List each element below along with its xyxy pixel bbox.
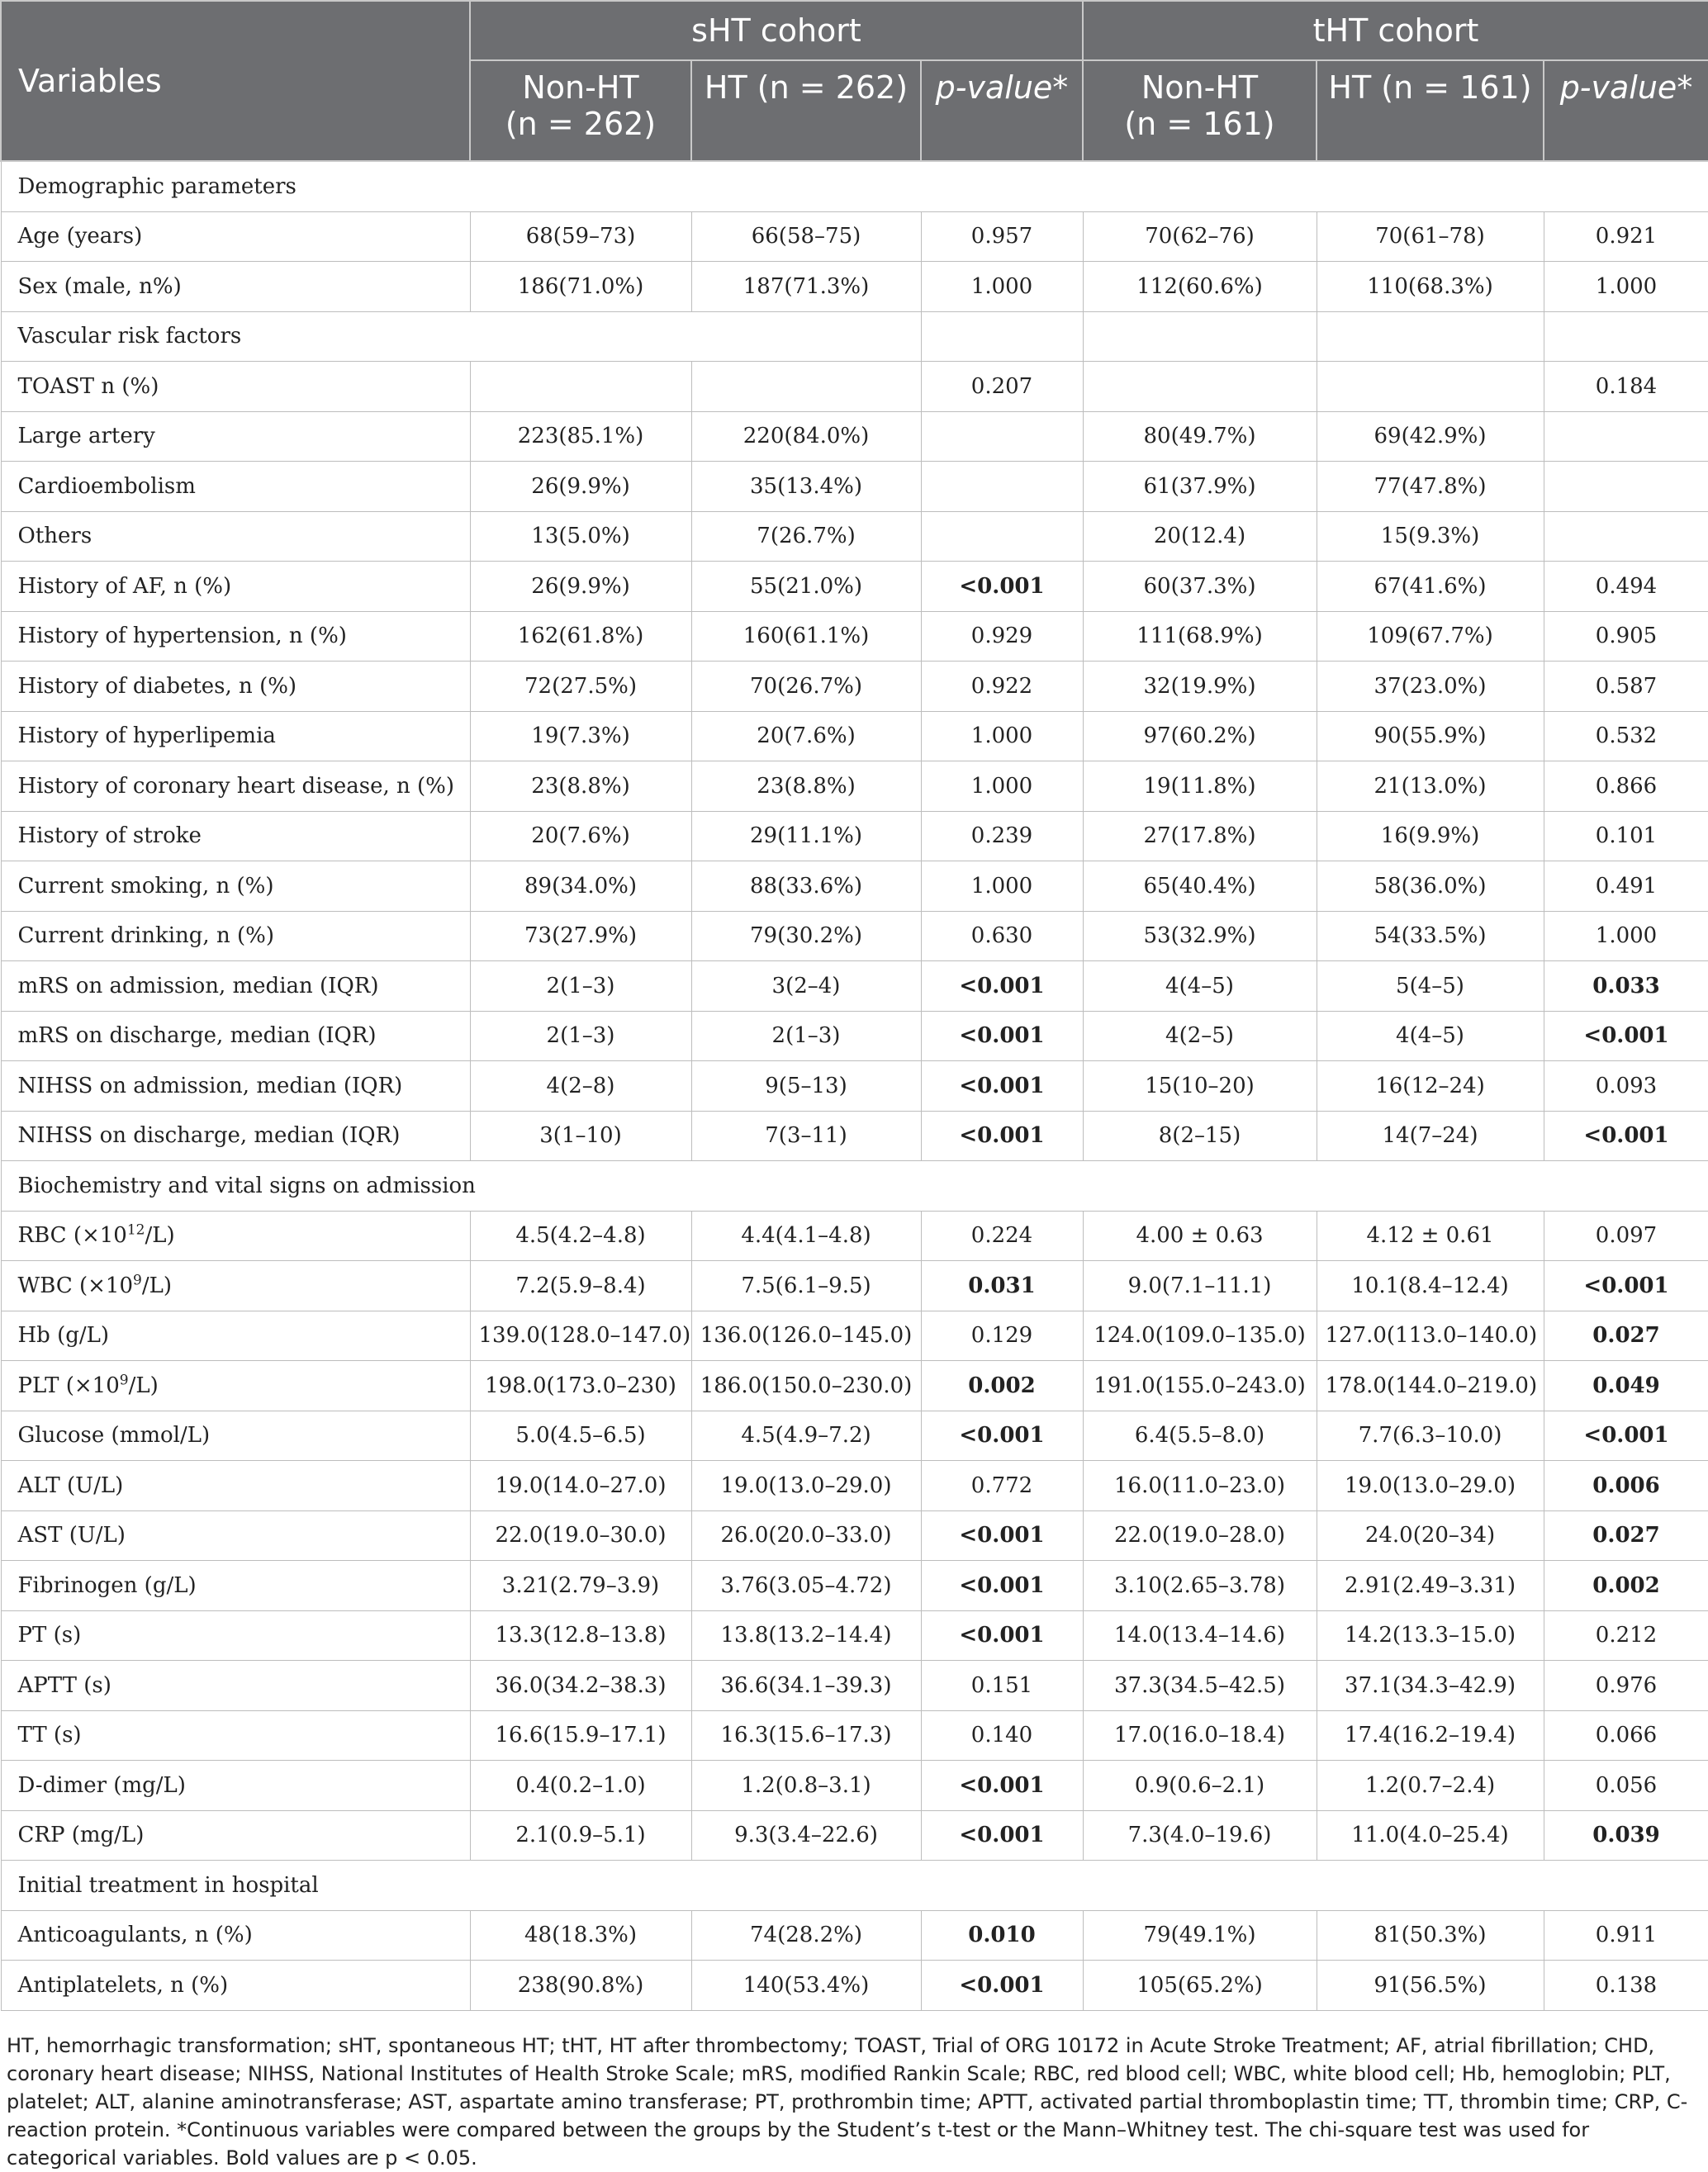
table-cell: 53(32.9%) xyxy=(1083,911,1317,961)
table-cell: 238(90.8%) xyxy=(470,1961,691,2011)
sht-pvalue-header: p-value* xyxy=(921,60,1083,161)
table-cell: 90(55.9%) xyxy=(1317,711,1544,761)
table-cell: 140(53.4%) xyxy=(691,1961,921,2011)
table-cell: 14(7–24) xyxy=(1317,1111,1544,1161)
table-cell: 32(19.9%) xyxy=(1083,662,1317,712)
table-row xyxy=(1,1261,1708,1311)
table-cell: 7(3–11) xyxy=(691,1111,921,1161)
table-cell: <0.001 xyxy=(921,1810,1083,1861)
table-cell: 4.5(4.2–4.8) xyxy=(470,1211,691,1261)
section-row xyxy=(1,1161,1708,1212)
table-cell: 220(84.0%) xyxy=(691,411,921,462)
sht-non-ht-n: (n = 262) xyxy=(505,106,657,142)
table-cell: 16.0(11.0–23.0) xyxy=(1083,1461,1317,1511)
table-row xyxy=(1,811,1708,861)
sht-cohort-header: sHT cohort xyxy=(470,1,1083,60)
table-cell: 91(56.5%) xyxy=(1317,1961,1544,2011)
table-cell: 0.097 xyxy=(1544,1211,1708,1261)
table-cell: 105(65.2%) xyxy=(1083,1961,1317,2011)
table-cell: 7.3(4.0–19.6) xyxy=(1083,1810,1317,1861)
table-cell: 0.184 xyxy=(1544,362,1708,412)
section-row xyxy=(1,1861,1708,1911)
section-row xyxy=(1,311,1708,362)
table-body xyxy=(1,161,1708,2010)
table-cell: 0.929 xyxy=(921,611,1083,662)
table-cell: 1.000 xyxy=(921,711,1083,761)
table-cell: 0.905 xyxy=(1544,611,1708,662)
row-label: TT (s) xyxy=(1,1710,470,1761)
table-cell: 19.0(14.0–27.0) xyxy=(470,1461,691,1511)
table-cell: 0.772 xyxy=(921,1461,1083,1511)
table-cell: 4(2–5) xyxy=(1083,1011,1317,1061)
row-label: History of diabetes, n (%) xyxy=(1,662,470,712)
table-cell: 112(60.6%) xyxy=(1083,262,1317,312)
table-cell: 0.494 xyxy=(1544,562,1708,612)
table-row xyxy=(1,1510,1708,1561)
tht-pvalue-header: p-value* xyxy=(1544,60,1708,161)
table-cell: 65(40.4%) xyxy=(1083,861,1317,912)
table-cell: 0.006 xyxy=(1544,1461,1708,1511)
row-label: WBC $(\times 10^9/L)$ xyxy=(1,1261,470,1311)
table-cell xyxy=(691,362,921,412)
table-cell: 81(50.3%) xyxy=(1317,1910,1544,1961)
table-row xyxy=(1,1461,1708,1511)
table-cell: 4.12 ± 0.61 xyxy=(1317,1211,1544,1261)
table-row xyxy=(1,1661,1708,1711)
variables-header: Variables xyxy=(1,1,470,161)
table-cell: 19(7.3%) xyxy=(470,711,691,761)
row-label: mRS on discharge, median (IQR) xyxy=(1,1011,470,1061)
table-cell: 136.0(126.0–145.0) xyxy=(691,1311,921,1361)
table-cell: 97(60.2%) xyxy=(1083,711,1317,761)
table-cell: 0.921 xyxy=(1544,211,1708,262)
row-label: APTT (s) xyxy=(1,1661,470,1711)
table-row xyxy=(1,211,1708,262)
table-cell: 4.5(4.9–7.2) xyxy=(691,1411,921,1461)
table-cell: 0.239 xyxy=(921,811,1083,861)
table-cell: 1.2(0.7–2.4) xyxy=(1317,1761,1544,1811)
row-label: NIHSS on discharge, median (IQR) xyxy=(1,1111,470,1161)
table-row xyxy=(1,411,1708,462)
table-cell: 3(1–10) xyxy=(470,1111,691,1161)
table-cell: 0.049 xyxy=(1544,1361,1708,1411)
table-cell: 26(9.9%) xyxy=(470,562,691,612)
table-cell: 36.6(34.1–39.3) xyxy=(691,1661,921,1711)
table-cell: <0.001 xyxy=(1544,1111,1708,1161)
table-cell: 1.2(0.8–3.1) xyxy=(691,1761,921,1811)
table-cell: 191.0(155.0–243.0) xyxy=(1083,1361,1317,1411)
row-label: mRS on admission, median (IQR) xyxy=(1,961,470,1012)
table-cell: <0.001 xyxy=(921,1061,1083,1112)
table-cell: 80(49.7%) xyxy=(1083,411,1317,462)
row-label: NIHSS on admission, median (IQR) xyxy=(1,1061,470,1112)
table-cell: 66(58–75) xyxy=(691,211,921,262)
table-row xyxy=(1,562,1708,612)
table-cell: 36.0(34.2–38.3) xyxy=(470,1661,691,1711)
row-label: History of stroke xyxy=(1,811,470,861)
table-row xyxy=(1,511,1708,562)
table-cell: <0.001 xyxy=(921,1011,1083,1061)
table-row xyxy=(1,611,1708,662)
table-cell: 22.0(19.0–30.0) xyxy=(470,1510,691,1561)
table-cell: <0.001 xyxy=(921,1510,1083,1561)
table-cell: 0.129 xyxy=(921,1311,1083,1361)
table-cell: 24.0(20–34) xyxy=(1317,1510,1544,1561)
table-row xyxy=(1,1610,1708,1661)
table-cell: 3.76(3.05–4.72) xyxy=(691,1561,921,1611)
table-cell xyxy=(1544,411,1708,462)
table-row xyxy=(1,961,1708,1012)
table-cell xyxy=(1317,362,1544,412)
table-cell: 162(61.8%) xyxy=(470,611,691,662)
table-row xyxy=(1,1561,1708,1611)
table-row xyxy=(1,1361,1708,1411)
table-cell: 74(28.2%) xyxy=(691,1910,921,1961)
row-label: History of hypertension, n (%) xyxy=(1,611,470,662)
row-label: Fibrinogen (g/L) xyxy=(1,1561,470,1611)
table-cell: 0.587 xyxy=(1544,662,1708,712)
table-cell: 13.8(13.2–14.4) xyxy=(691,1610,921,1661)
table-cell: 0.212 xyxy=(1544,1610,1708,1661)
table-cell: 4(4–5) xyxy=(1083,961,1317,1012)
table-cell: 14.0(13.4–14.6) xyxy=(1083,1610,1317,1661)
table-cell: <0.001 xyxy=(1544,1411,1708,1461)
row-label: D-dimer (mg/L) xyxy=(1,1761,470,1811)
table-cell: 9.3(3.4–22.6) xyxy=(691,1810,921,1861)
row-label: History of AF, n (%) xyxy=(1,562,470,612)
table-cell: 20(7.6%) xyxy=(691,711,921,761)
table-row xyxy=(1,462,1708,512)
table-cell: 3.21(2.79–3.9) xyxy=(470,1561,691,1611)
table-cell: 70(61–78) xyxy=(1317,211,1544,262)
table-cell: 23(8.8%) xyxy=(470,761,691,812)
section-label: Biochemistry and vital signs on admission xyxy=(1,1161,1708,1212)
table-cell: 0.002 xyxy=(921,1361,1083,1411)
table-cell: 79(49.1%) xyxy=(1083,1910,1317,1961)
section-label: Initial treatment in hospital xyxy=(1,1861,1708,1911)
table-cell xyxy=(1544,511,1708,562)
table-cell: 37(23.0%) xyxy=(1317,662,1544,712)
table-cell: 5.0(4.5–6.5) xyxy=(470,1411,691,1461)
table-cell: 54(33.5%) xyxy=(1317,911,1544,961)
table-cell: 15(9.3%) xyxy=(1317,511,1544,562)
table-cell: <0.001 xyxy=(921,1411,1083,1461)
table-cell: 0.093 xyxy=(1544,1061,1708,1112)
tht-non-ht-n: (n = 161) xyxy=(1124,106,1275,142)
table-cell: 0.151 xyxy=(921,1661,1083,1711)
section-row xyxy=(1,161,1708,211)
row-label: Others xyxy=(1,511,470,562)
table-header xyxy=(1,1,1708,161)
table-cell: 13(5.0%) xyxy=(470,511,691,562)
table-cell: 0.491 xyxy=(1544,861,1708,912)
sht-non-ht-header: Non-HT (n = 262) xyxy=(470,60,691,161)
label-superscript: 9 xyxy=(132,1272,142,1289)
table-cell: 0.630 xyxy=(921,911,1083,961)
table-cell: 110(68.3%) xyxy=(1317,262,1544,312)
table-row xyxy=(1,1761,1708,1811)
table-cell: 2(1–3) xyxy=(470,961,691,1012)
table-cell: 0.976 xyxy=(1544,1661,1708,1711)
table-cell: 2.1(0.9–5.1) xyxy=(470,1810,691,1861)
table-cell: 2.91(2.49–3.31) xyxy=(1317,1561,1544,1611)
table-cell: 16.3(15.6–17.3) xyxy=(691,1710,921,1761)
table-cell: 11.0(4.0–25.4) xyxy=(1317,1810,1544,1861)
table-cell: 89(34.0%) xyxy=(470,861,691,912)
table-cell: 0.224 xyxy=(921,1211,1083,1261)
table-cell: 17.4(16.2–19.4) xyxy=(1317,1710,1544,1761)
table-cell: 0.207 xyxy=(921,362,1083,412)
table-cell: 27(17.8%) xyxy=(1083,811,1317,861)
table-cell: 1.000 xyxy=(921,861,1083,912)
table-cell: <0.001 xyxy=(921,1761,1083,1811)
row-label: Large artery xyxy=(1,411,470,462)
row-label: Cardioembolism xyxy=(1,462,470,512)
table-row xyxy=(1,1411,1708,1461)
table-cell: 0.9(0.6–2.1) xyxy=(1083,1761,1317,1811)
table-row xyxy=(1,662,1708,712)
table-cell: 22.0(19.0–28.0) xyxy=(1083,1510,1317,1561)
table-cell: 2(1–3) xyxy=(691,1011,921,1061)
table-cell: 7.2(5.9–8.4) xyxy=(470,1261,691,1311)
row-label: ALT (U/L) xyxy=(1,1461,470,1511)
table-cell: 0.056 xyxy=(1544,1761,1708,1811)
table-cell: 3(2–4) xyxy=(691,961,921,1012)
empty-cell xyxy=(1544,311,1708,362)
row-label: PLT $(\times 10^9/L)$ xyxy=(1,1361,470,1411)
empty-cell xyxy=(1083,311,1317,362)
table-cell xyxy=(921,462,1083,512)
table-cell: 139.0(128.0–147.0) xyxy=(470,1311,691,1361)
table-row xyxy=(1,1910,1708,1961)
table-cell: 198.0(173.0–230) xyxy=(470,1361,691,1411)
table-cell: <0.001 xyxy=(921,1561,1083,1611)
table-cell: 160(61.1%) xyxy=(691,611,921,662)
table-cell: 37.1(34.3–42.9) xyxy=(1317,1661,1544,1711)
table-cell: 70(26.7%) xyxy=(691,662,921,712)
table-cell: 0.957 xyxy=(921,211,1083,262)
table-row xyxy=(1,1011,1708,1061)
table-cell: <0.001 xyxy=(921,562,1083,612)
table-row xyxy=(1,761,1708,812)
table-row xyxy=(1,262,1708,312)
row-label: AST (U/L) xyxy=(1,1510,470,1561)
table-cell xyxy=(1083,362,1317,412)
table-row xyxy=(1,911,1708,961)
table-cell: 72(27.5%) xyxy=(470,662,691,712)
table-cell: 19.0(13.0–29.0) xyxy=(691,1461,921,1511)
table-cell xyxy=(470,362,691,412)
row-label: Hb (g/L) xyxy=(1,1311,470,1361)
table-cell: 1.000 xyxy=(921,761,1083,812)
table-cell: 21(13.0%) xyxy=(1317,761,1544,812)
table-cell: 7.5(6.1–9.5) xyxy=(691,1261,921,1311)
table-cell: 16(12–24) xyxy=(1317,1061,1544,1112)
table-cell: 3.10(2.65–3.78) xyxy=(1083,1561,1317,1611)
table-cell: 1.000 xyxy=(1544,911,1708,961)
table-cell: <0.001 xyxy=(1544,1011,1708,1061)
table-cell: 73(27.9%) xyxy=(470,911,691,961)
table-cell: 4.4(4.1–4.8) xyxy=(691,1211,921,1261)
table-row xyxy=(1,1710,1708,1761)
table-cell: 16.6(15.9–17.1) xyxy=(470,1710,691,1761)
table-cell: 7(26.7%) xyxy=(691,511,921,562)
tht-cohort-header: tHT cohort xyxy=(1083,1,1708,60)
table-cell: 1.000 xyxy=(1544,262,1708,312)
section-label: Vascular risk factors xyxy=(1,311,921,362)
table-row xyxy=(1,1061,1708,1112)
table-row xyxy=(1,1211,1708,1261)
table-cell: 0.532 xyxy=(1544,711,1708,761)
table-cell: 0.033 xyxy=(1544,961,1708,1012)
tht-non-ht-header: Non-HT (n = 161) xyxy=(1083,60,1317,161)
table-cell: 124.0(109.0–135.0) xyxy=(1083,1311,1317,1361)
table-cell: 29(11.1%) xyxy=(691,811,921,861)
table-cell: 61(37.9%) xyxy=(1083,462,1317,512)
table-cell: 15(10–20) xyxy=(1083,1061,1317,1112)
table-cell: 10.1(8.4–12.4) xyxy=(1317,1261,1544,1311)
table-cell: <0.001 xyxy=(921,1961,1083,2011)
table-cell: 60(37.3%) xyxy=(1083,562,1317,612)
table-row xyxy=(1,1961,1708,2011)
table-cell: 127.0(113.0–140.0) xyxy=(1317,1311,1544,1361)
table-cell: 4.00 ± 0.63 xyxy=(1083,1211,1317,1261)
table-cell: 58(36.0%) xyxy=(1317,861,1544,912)
row-label: RBC $(\times 10^{12}/L)$ xyxy=(1,1211,470,1261)
row-label: Sex (male, n%) xyxy=(1,262,470,312)
row-label: Antiplatelets, n (%) xyxy=(1,1961,470,2011)
table-cell: <0.001 xyxy=(921,1111,1083,1161)
table-cell: 186(71.0%) xyxy=(470,262,691,312)
table-footnote: HT, hemorrhagic transformation; sHT, spontaneous HT; tHT, HT after thrombectomy; TOAST, Trial of ORG 10172 in Acute Stroke Treatment; AF, atrial fibrillation; CHD, coronary heart disease; NIHSS, National Institutes of Health Stroke Scale; mRS, modified Rankin Scale; RBC, red blood cell; WBC, white blood cell; Hb, hemoglobin; PLT, platelet; ALT, alanine aminotransferase; AST, aspartate amino transferase; PT, prothrombin time; APTT, activated partial thromboplastin time; TT, thrombin time; CRP, C-reaction protein. *Continuous variables were compared between the groups by the Student’s t-test or the Mann–Whitney test. The chi-square test was used for categorical variables. Bold values are p < 0.05. xyxy=(7,2034,1688,2170)
sht-ht-header: HT (n = 262) xyxy=(691,60,921,161)
table-cell: 187(71.3%) xyxy=(691,262,921,312)
table-cell: 0.138 xyxy=(1544,1961,1708,2011)
row-label: PT (s) xyxy=(1,1610,470,1661)
table-cell: 178.0(144.0–219.0) xyxy=(1317,1361,1544,1411)
table-cell: 0.101 xyxy=(1544,811,1708,861)
table-cell: 4(2–8) xyxy=(470,1061,691,1112)
table-cell: 55(21.0%) xyxy=(691,562,921,612)
table-cell: 37.3(34.5–42.5) xyxy=(1083,1661,1317,1711)
empty-cell xyxy=(1317,311,1544,362)
row-label: Current drinking, n (%) xyxy=(1,911,470,961)
table-cell xyxy=(921,511,1083,562)
row-label: Age (years) xyxy=(1,211,470,262)
table-cell: 2(1–3) xyxy=(470,1011,691,1061)
row-label: Anticoagulants, n (%) xyxy=(1,1910,470,1961)
label-superscript: 9 xyxy=(119,1372,129,1389)
row-label: CRP (mg/L) xyxy=(1,1810,470,1861)
table-cell: 186.0(150.0–230.0) xyxy=(691,1361,921,1411)
table-row xyxy=(1,711,1708,761)
table-cell: 0.002 xyxy=(1544,1561,1708,1611)
table-row xyxy=(1,1311,1708,1361)
table-cell: 0.922 xyxy=(921,662,1083,712)
table-cell: 1.000 xyxy=(921,262,1083,312)
empty-cell xyxy=(921,311,1083,362)
table-cell: 20(7.6%) xyxy=(470,811,691,861)
table-cell: 14.2(13.3–15.0) xyxy=(1317,1610,1544,1661)
table-cell: 0.027 xyxy=(1544,1510,1708,1561)
table-cell: 6.4(5.5–8.0) xyxy=(1083,1411,1317,1461)
table-row xyxy=(1,1111,1708,1161)
table-cell: 111(68.9%) xyxy=(1083,611,1317,662)
table-cell: 0.039 xyxy=(1544,1810,1708,1861)
table-cell: 48(18.3%) xyxy=(470,1910,691,1961)
table-cell: 223(85.1%) xyxy=(470,411,691,462)
table-cell: 16(9.9%) xyxy=(1317,811,1544,861)
table-cell xyxy=(921,411,1083,462)
table-cell: 0.027 xyxy=(1544,1311,1708,1361)
table-cell: 17.0(16.0–18.4) xyxy=(1083,1710,1317,1761)
table-cell: 77(47.8%) xyxy=(1317,462,1544,512)
table-cell: <0.001 xyxy=(1544,1261,1708,1311)
table-cell: 7.7(6.3–10.0) xyxy=(1317,1411,1544,1461)
table-cell: 19.0(13.0–29.0) xyxy=(1317,1461,1544,1511)
table-cell xyxy=(1544,462,1708,512)
table-cell: 5(4–5) xyxy=(1317,961,1544,1012)
table-row xyxy=(1,362,1708,412)
table-cell: 0.866 xyxy=(1544,761,1708,812)
table-cell: 109(67.7%) xyxy=(1317,611,1544,662)
table-cell: 88(33.6%) xyxy=(691,861,921,912)
table-cell: 19(11.8%) xyxy=(1083,761,1317,812)
table-cell: 79(30.2%) xyxy=(691,911,921,961)
table-cell: 4(4–5) xyxy=(1317,1011,1544,1061)
table-cell: 26.0(20.0–33.0) xyxy=(691,1510,921,1561)
row-label: History of coronary heart disease, n (%) xyxy=(1,761,470,812)
table-cell: 35(13.4%) xyxy=(691,462,921,512)
row-label: History of hyperlipemia xyxy=(1,711,470,761)
tht-ht-header: HT (n = 161) xyxy=(1317,60,1544,161)
table-cell: 20(12.4) xyxy=(1083,511,1317,562)
table-cell: 26(9.9%) xyxy=(470,462,691,512)
table-cell: 9.0(7.1–11.1) xyxy=(1083,1261,1317,1311)
table-cell: 0.010 xyxy=(921,1910,1083,1961)
table-cell: 0.4(0.2–1.0) xyxy=(470,1761,691,1811)
table-cell: 67(41.6%) xyxy=(1317,562,1544,612)
table-cell: <0.001 xyxy=(921,961,1083,1012)
table-cell: 0.911 xyxy=(1544,1910,1708,1961)
table-row xyxy=(1,1810,1708,1861)
table-cell: 0.066 xyxy=(1544,1710,1708,1761)
table-cell: 13.3(12.8–13.8) xyxy=(470,1610,691,1661)
row-label: Current smoking, n (%) xyxy=(1,861,470,912)
table-cell: 0.140 xyxy=(921,1710,1083,1761)
table-cell: 8(2–15) xyxy=(1083,1111,1317,1161)
table-cell: 9(5–13) xyxy=(691,1061,921,1112)
table-cell: 23(8.8%) xyxy=(691,761,921,812)
label-superscript: 12 xyxy=(126,1221,145,1239)
row-label: Glucose (mmol/L) xyxy=(1,1411,470,1461)
row-label: TOAST n (%) xyxy=(1,362,470,412)
table-cell: 68(59–73) xyxy=(470,211,691,262)
table-cell: <0.001 xyxy=(921,1610,1083,1661)
table-cell: 69(42.9%) xyxy=(1317,411,1544,462)
table-cell: 70(62–76) xyxy=(1083,211,1317,262)
table-cell: 0.031 xyxy=(921,1261,1083,1311)
section-label: Demographic parameters xyxy=(1,161,1708,211)
table-row xyxy=(1,861,1708,912)
